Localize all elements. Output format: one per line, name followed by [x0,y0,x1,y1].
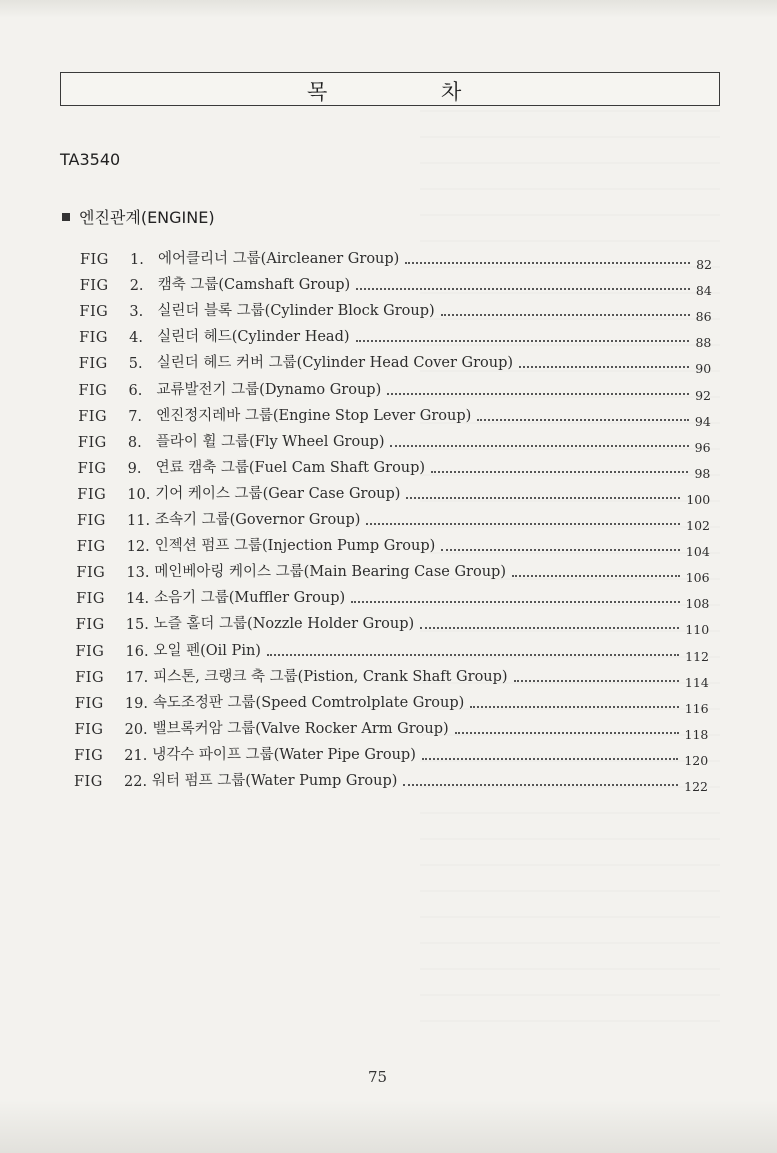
fig-label: FIG [77,486,107,503]
entry-title: 연료 캠축 그룹(Fuel Cam Shaft Group) [155,459,426,476]
entry-title: 워터 펌프 그룹(Water Pump Group) [152,773,398,789]
entry-page-number: 118 [684,726,709,742]
toc-entry [79,300,712,325]
page-number: 75 [368,1068,388,1086]
dot-leader [267,654,679,656]
toc-entry [77,431,711,455]
fig-number: 12. [126,539,150,556]
fig-label: FIG [79,304,109,321]
entry-title: 오일 펜(Oil Pin) [153,642,261,659]
dot-leader [405,262,690,264]
fig-label: FIG [74,774,103,790]
entry-title: 조속기 그룹(Governor Group) [155,512,361,528]
entry-page-number: 86 [695,309,712,325]
entry-title: 메인베아링 케이스 그룹(Main Bearing Case Group) [154,564,506,581]
toc-entry [75,666,709,690]
dot-leader [420,627,679,629]
entry-title: 인젝션 펌프 그룹(Injection Pump Group) [154,538,436,555]
fig-label: FIG [74,747,104,764]
fig-label: FIG [78,408,108,425]
dot-leader [351,601,679,603]
toc-entry [74,692,709,716]
section-title: 엔진관계(ENGINE) [79,208,215,227]
fig-number: 2. [129,278,144,295]
dot-leader [431,471,688,473]
toc-entry [75,613,710,638]
entry-page-number: 98 [694,465,711,481]
dot-leader [477,419,689,421]
entry-page-number: 104 [685,544,710,560]
entry-title: 속도조정판 그룹(Speed Comtrolplate Group) [152,694,465,711]
entry-page-number: 108 [685,596,710,612]
toc-entry [78,405,711,429]
fig-number: 7. [128,408,143,425]
dot-leader [356,288,690,290]
fig-label: FIG [75,617,105,634]
fig-label: FIG [75,669,105,686]
fig-label: FIG [78,356,108,373]
entry-page-number: 82 [696,257,712,272]
fig-number: 6. [128,382,143,399]
entry-title: 실린더 헤드(Cylinder Head) [157,329,350,346]
dot-leader [519,366,689,368]
entry-page-number: 120 [684,752,709,768]
entry-title: 냉각수 파이프 그룹(Water Pipe Group) [152,746,416,763]
fig-number: 1. [130,252,144,268]
toc-entry [77,509,710,533]
dot-leader [441,549,680,551]
fig-label: FIG [78,382,108,399]
fig-label: FIG [79,330,108,347]
toc-entry [77,483,711,507]
dot-leader [390,445,688,447]
entry-title: 교류발전기 그룹(Dynamo Group) [156,381,382,398]
entry-title: 엔진정지레바 그룹(Engine Stop Lever Group) [156,407,472,424]
toc-entry [77,457,711,481]
entry-title: 소음기 그룹(Muffler Group) [154,590,346,607]
toc-entry [79,326,712,351]
toc-entry [76,561,710,586]
entry-title: 노즐 홀더 그룹(Nozzle Holder Group) [153,616,415,633]
fig-number: 10. [127,486,151,503]
fig-number: 16. [125,643,149,660]
dot-leader [441,314,690,316]
entry-title: 기어 케이스 그룹(Gear Case Group) [155,485,401,502]
fig-label: FIG [76,539,106,556]
fig-label: FIG [75,643,105,660]
entry-page-number: 116 [684,700,709,716]
entry-page-number: 122 [684,779,708,794]
entry-title: 캠축 그룹(Camshaft Group) [157,277,351,294]
dot-leader [514,680,679,682]
fig-number: 11. [127,513,151,529]
toc-entry [76,535,710,560]
dot-leader [470,706,678,708]
fig-number: 5. [128,356,143,373]
header-char-2: 차 [441,80,462,104]
header-char-1: 목 [307,80,328,104]
fig-number: 19. [124,695,148,712]
entry-page-number: 110 [685,622,710,638]
entry-title: 플라이 휠 그룹(Fly Wheel Group) [155,433,385,450]
entry-title: 실린더 헤드 커버 그룹(Cylinder Head Cover Group) [156,355,514,372]
dot-leader [422,758,678,760]
toc-entry [74,744,709,768]
fig-number: 17. [125,669,149,686]
toc-entry [80,248,712,272]
entry-page-number: 112 [685,648,709,664]
dot-leader [387,393,689,395]
entry-page-number: 96 [694,439,711,455]
fig-label: FIG [76,591,105,608]
entry-page-number: 92 [695,387,711,403]
fig-number: 3. [129,304,144,321]
entry-title: 에어클리너 그룹(Aircleaner Group) [158,251,400,267]
fig-label: FIG [80,252,109,268]
entry-page-number: 102 [686,518,710,533]
entry-page-number: 90 [695,361,712,377]
dot-leader [455,732,679,734]
entry-page-number: 84 [695,283,712,299]
entry-page-number: 100 [686,491,711,507]
entry-page-number: 106 [685,570,710,586]
toc-entry [74,770,708,794]
entry-page-number: 114 [684,674,709,690]
dot-leader [366,523,680,525]
entry-title: 실린더 블록 그룹(Cylinder Block Group) [157,303,435,320]
fig-number: 13. [126,565,150,582]
fig-label: FIG [77,513,106,529]
toc-entry [76,587,710,612]
toc-entry [78,352,712,377]
fig-label: FIG [77,460,107,477]
toc-entry [75,640,710,664]
dot-leader [356,340,690,342]
dot-leader [512,575,680,577]
model-name: TA3540 [60,150,121,169]
dot-leader [406,497,680,499]
fig-number: 8. [127,434,142,451]
fig-label: FIG [74,721,104,738]
toc-entry [78,379,712,403]
dot-leader [403,784,678,786]
entry-page-number: 94 [694,413,711,429]
fig-label: FIG [76,565,106,582]
fig-label: FIG [74,695,104,712]
fig-number: 22. [124,774,148,790]
fig-number: 20. [124,721,148,738]
fig-number: 15. [125,617,149,634]
entry-title: 밸브록커암 그룹(Valve Rocker Arm Group) [152,720,449,737]
toc-entry [74,718,709,742]
fig-number: 21. [124,747,148,764]
entry-page-number: 88 [695,335,712,351]
fig-label: FIG [77,434,107,451]
fig-number: 14. [126,591,150,608]
fig-number: 4. [129,330,143,347]
page-edge-bottom [0,1100,777,1153]
entry-title: 피스톤, 크랭크 축 그룹(Pistion, Crank Shaft Group) [153,668,508,685]
toc-entry [79,274,712,299]
fig-number: 9. [127,460,142,477]
fig-label: FIG [79,278,109,295]
